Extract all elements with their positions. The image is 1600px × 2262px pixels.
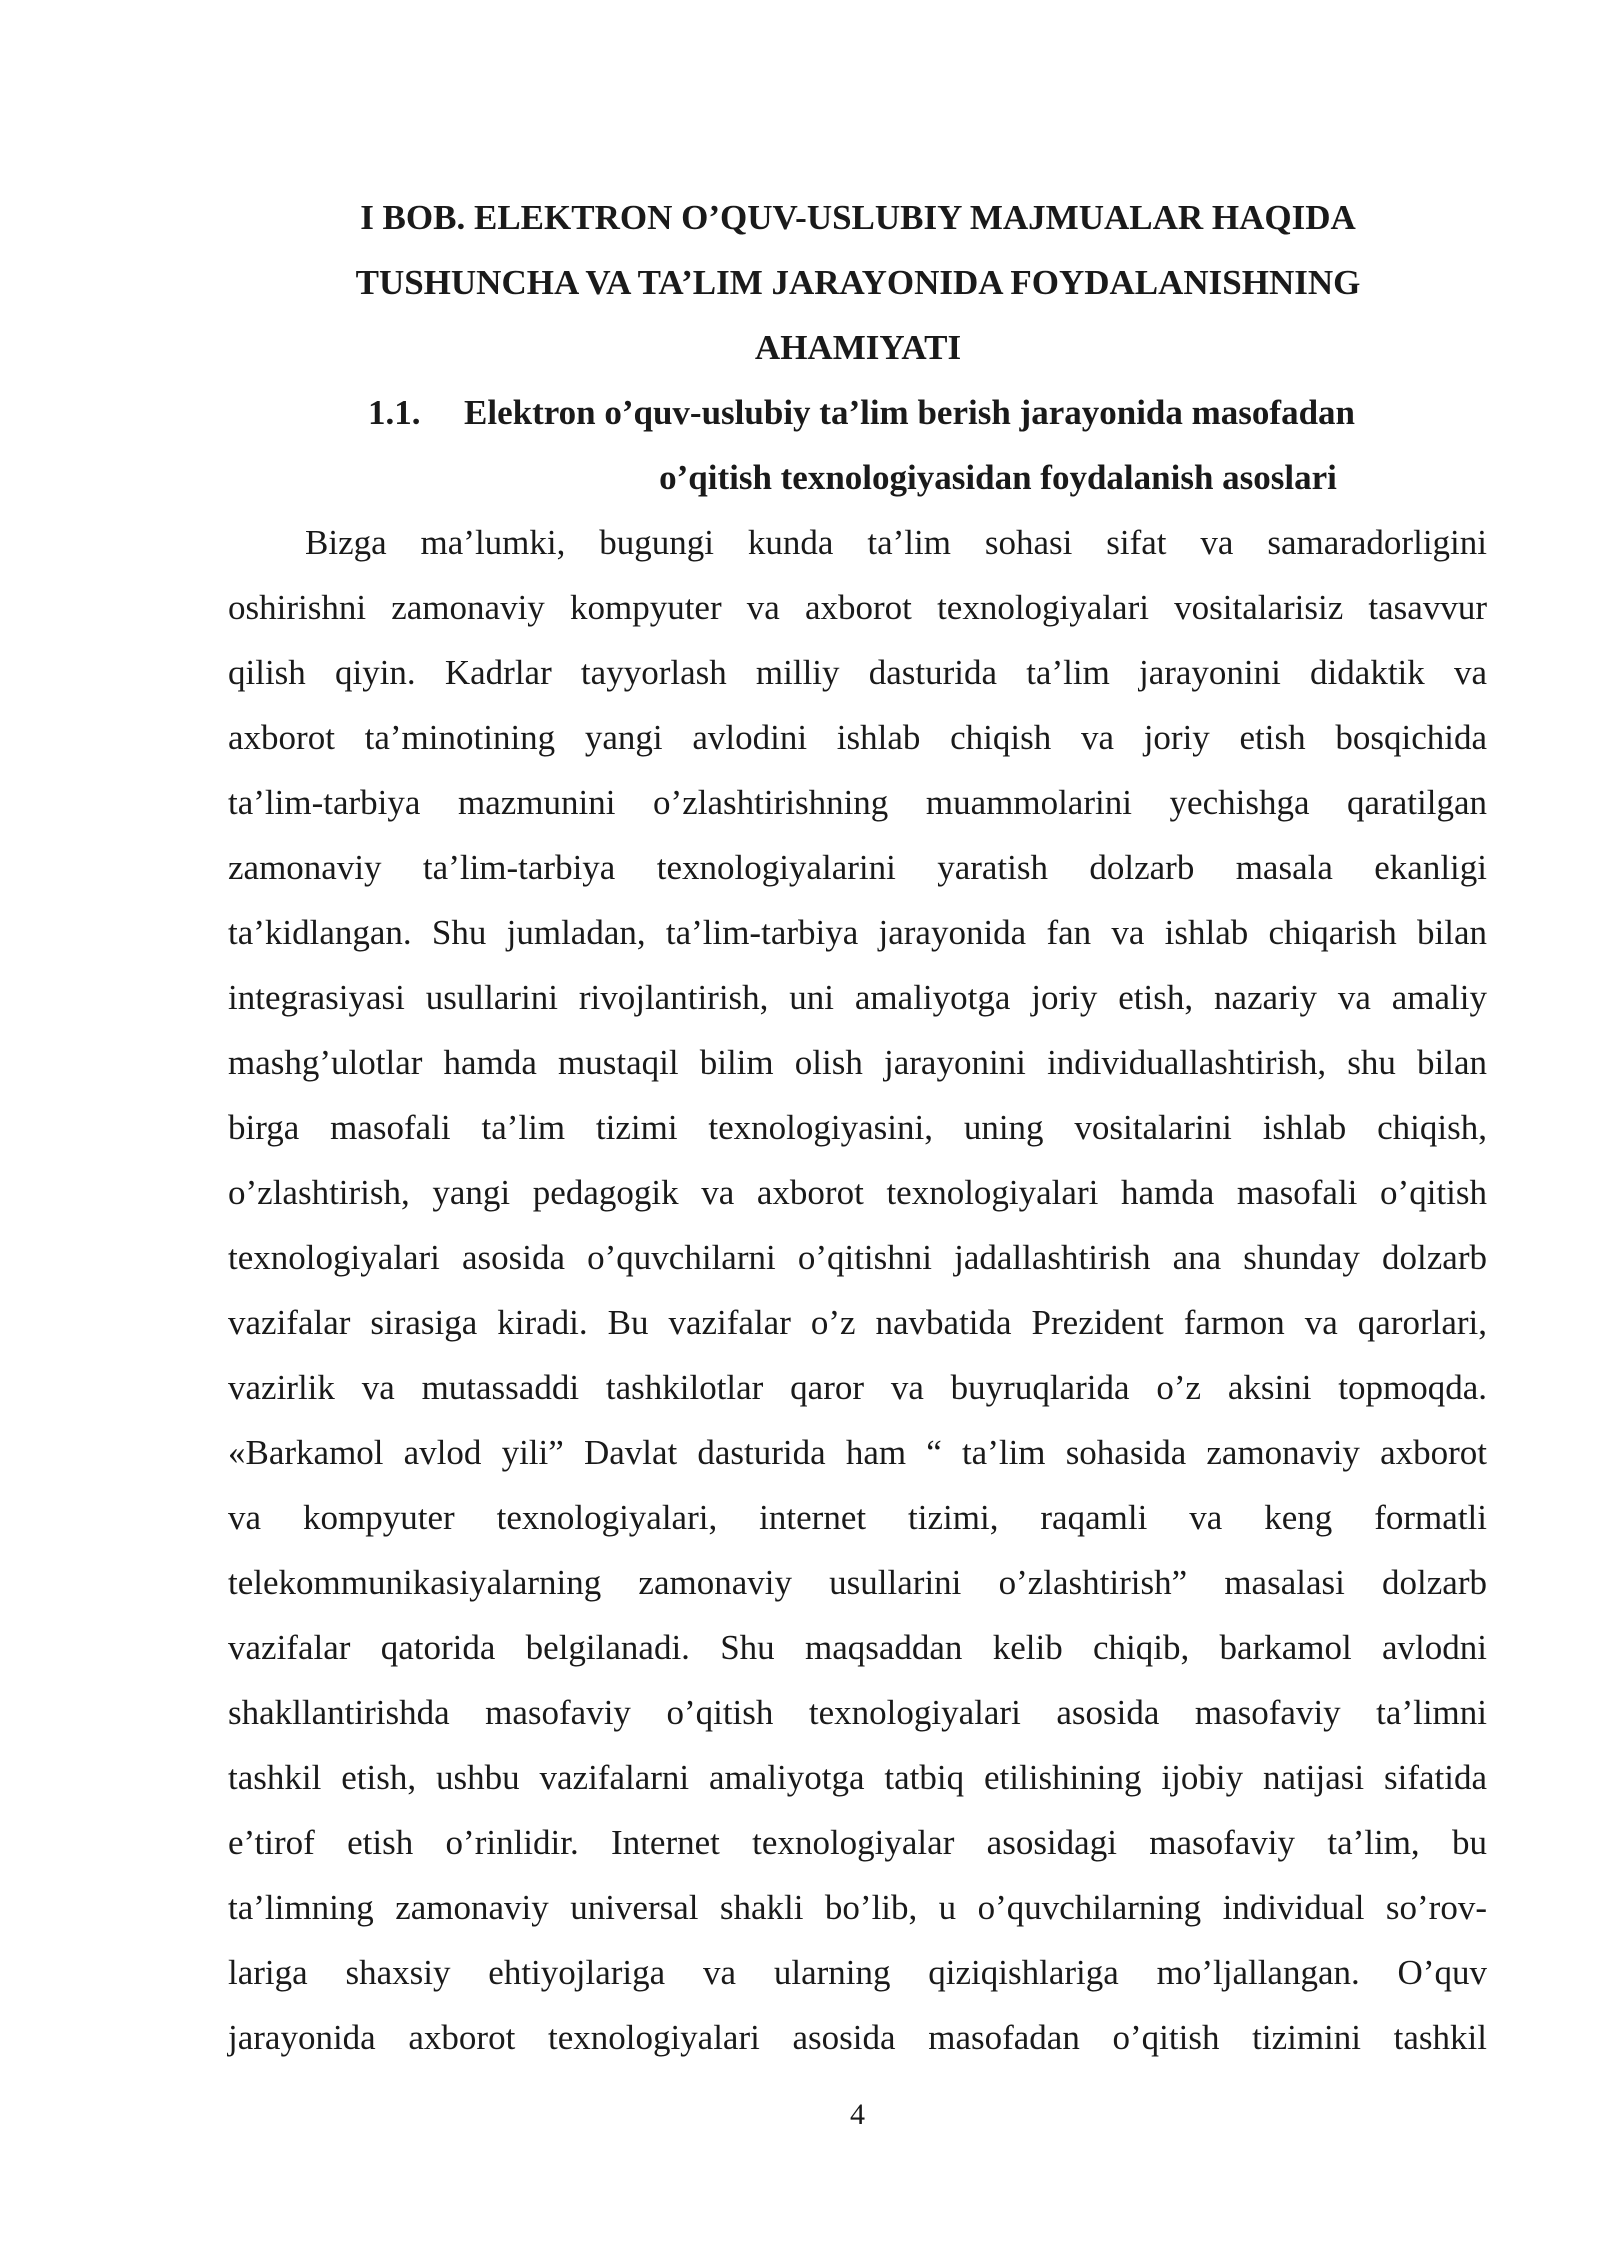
body-line: «Barkamol avlod yili” Davlat dasturida ham “ ta’lim sohasida zamonaviy axborot: [228, 1433, 1487, 1472]
body-line: integrasiyasi usullarini rivojlantirish, uni amaliyotga joriy etish, nazariy va amaliy: [228, 978, 1487, 1017]
chapter-title-line: AHAMIYATI: [754, 328, 962, 367]
body-line: vazifalar sirasiga kiradi. Bu vazifalar o’z navbatida Prezident farmon va qarorlari,: [228, 1303, 1487, 1342]
body-line: ta’lim-tarbiya mazmunini o’zlashtirishning muammolarini yechishga qaratilgan: [228, 783, 1487, 822]
body-line: zamonaviy ta’lim-tarbiya texnologiyalarini yaratish dolzarb masala ekanligi: [228, 848, 1487, 887]
section-title-line: o’qitish texnologiyasidan foydalanish asoslari: [659, 458, 1337, 497]
body-line: oshirishni zamonaviy kompyuter va axborot texnologiyalari vositalarisiz tasavvur: [228, 588, 1487, 627]
section-title-line: Elektron o’quv-uslubiy ta’lim berish jarayonida masofadan: [464, 393, 1356, 432]
body-line: o’zlashtirish, yangi pedagogik va axborot texnologiyalari hamda masofali o’qitish: [228, 1173, 1487, 1212]
body-line: shakllantirishda masofaviy o’qitish texnologiyalari asosida masofaviy ta’limni: [228, 1693, 1487, 1732]
body-line: texnologiyalari asosida o’quvchilarni o’qitishni jadallashtirish ana shunday dolzarb: [228, 1238, 1487, 1277]
section-heading-row: [368, 380, 1428, 445]
body-line: ta’limning zamonaviy universal shakli bo’lib, u o’quvchilarning individual so’rov-: [228, 1888, 1487, 1927]
body-line: mashg’ulotlar hamda mustaqil bilim olish jarayonini individuallashtirish, shu bilan: [228, 1043, 1487, 1082]
body-line: tashkil etish, ushbu vazifalarni amaliyotga tatbiq etilishining ijobiy natijasi sifatida: [228, 1758, 1487, 1797]
body-line: birga masofali ta’lim tizimi texnologiyasini, uning vositalarini ishlab chiqish,: [228, 1108, 1487, 1147]
body-line: va kompyuter texnologiyalari, internet tizimi, raqamli va keng formatli: [228, 1498, 1487, 1537]
body-line: vazifalar qatorida belgilanadi. Shu maqsaddan kelib chiqib, barkamol avlodni: [228, 1628, 1487, 1667]
body-line: ta’kidlangan. Shu jumladan, ta’lim-tarbiya jarayonida fan va ishlab chiqarish bilan: [228, 913, 1487, 952]
body-line: e’tirof etish o’rinlidir. Internet texnologiyalar asosidagi masofaviy ta’lim, bu: [228, 1823, 1487, 1862]
section-number: 1.1.: [368, 393, 421, 432]
chapter-title: [228, 185, 1488, 380]
body-line: lariga shaxsiy ehtiyojlariga va ularning qiziqishlariga mo’ljallangan. O’quv: [228, 1953, 1487, 1992]
chapter-title-line: I BOB. ELEKTRON O’QUV-USLUBIY MAJMUALAR HAQIDA: [360, 198, 1356, 237]
body-line: axborot ta’minotining yangi avlodini ishlab chiqish va joriy etish bosqichida: [228, 718, 1487, 757]
body-line: telekommunikasiyalarning zamonaviy usullarini o’zlashtirish” masalasi dolzarb: [228, 1563, 1487, 1602]
chapter-title-line: TUSHUNCHA VA TA’LIM JARAYONIDA FOYDALANISHNING: [355, 263, 1361, 302]
body-paragraph: [228, 510, 1487, 2070]
body-line: jarayonida axborot texnologiyalari asosida masofadan o’qitish tizimini tashkil: [228, 2018, 1487, 2057]
body-line: vazirlik va mutassaddi tashkilotlar qaror va buyruqlarida o’z aksini topmoqda.: [228, 1368, 1487, 1407]
body-line: Bizga ma’lumki, bugungi kunda ta’lim sohasi sifat va samaradorligini: [305, 523, 1487, 562]
section-heading: [368, 380, 1428, 510]
page-number: 4: [850, 2098, 865, 2131]
body-line: qilish qiyin. Kadrlar tayyorlash milliy dasturida ta’lim jarayonini didaktik va: [228, 653, 1487, 692]
